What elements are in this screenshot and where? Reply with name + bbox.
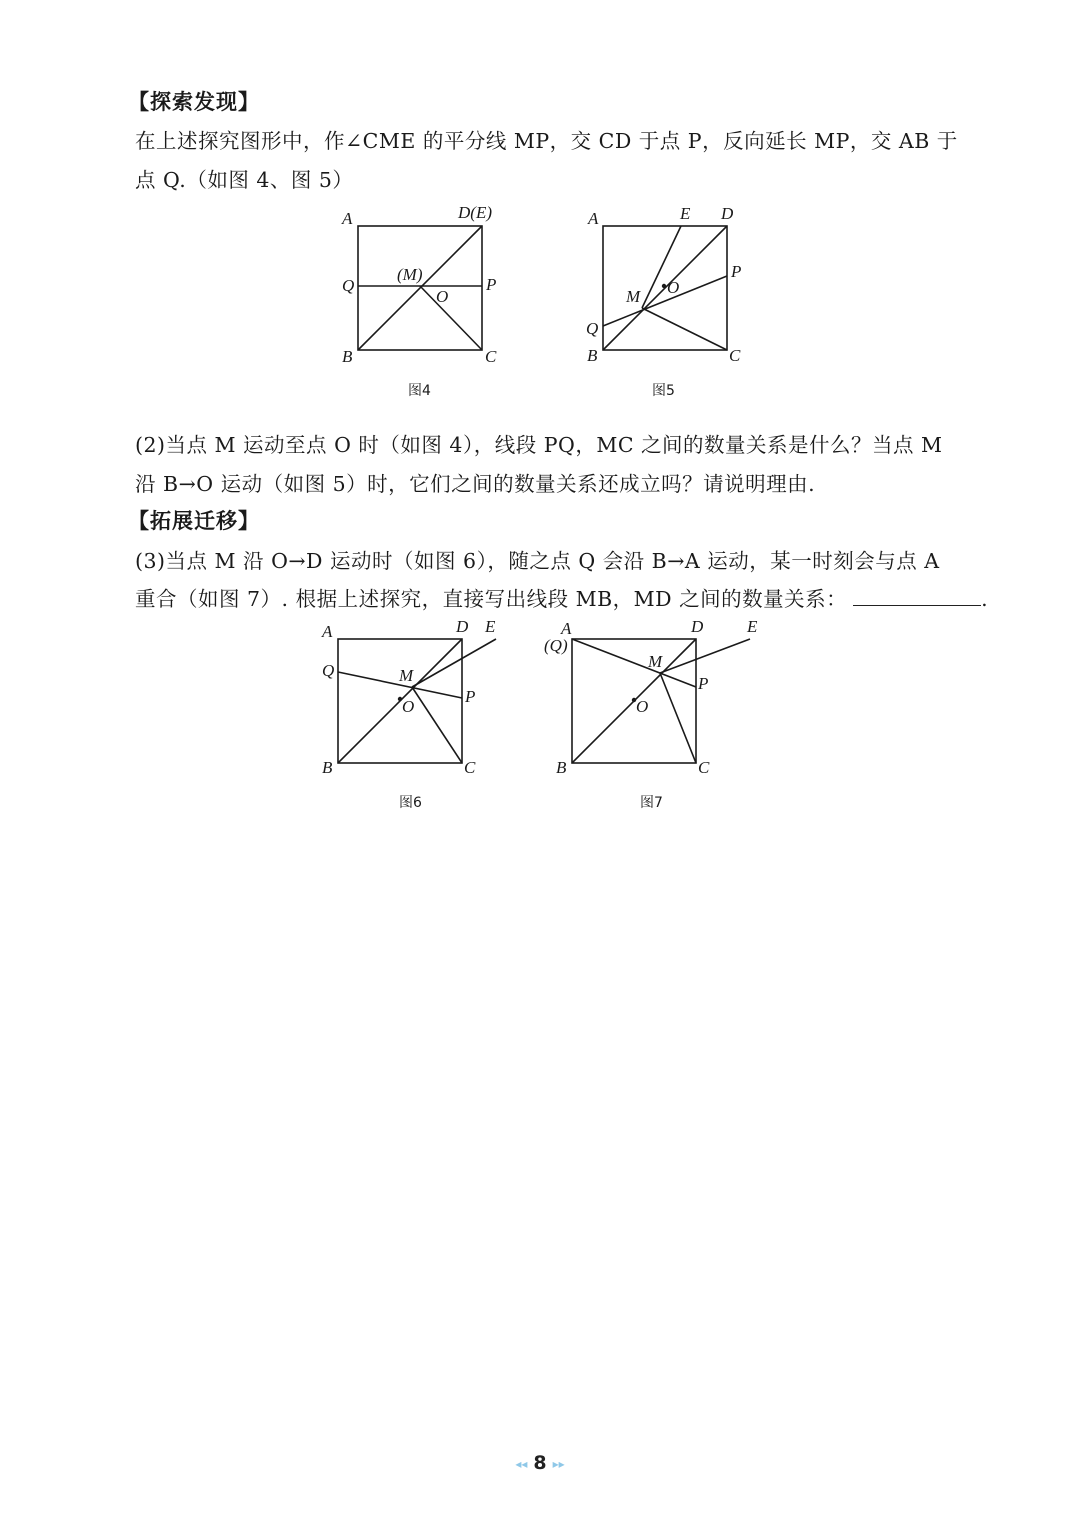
fig4-label-o: O	[436, 287, 449, 306]
section-heading-explore: 【探索发现】	[128, 90, 260, 114]
question-3-line-1: (3)当点 M 沿 O→D 运动时（如图 6），随之点 Q 会沿 B→A 运动，某一时刻会与点 A	[135, 549, 940, 573]
figure-7-diagram	[540, 615, 770, 785]
answer-blank[interactable]	[853, 587, 981, 606]
fig7-label-o: O	[636, 697, 649, 716]
fig7-label-c: C	[698, 758, 710, 777]
fig4-label-de: D(E)	[458, 203, 492, 222]
fig4-label-q: Q	[342, 276, 355, 295]
fig5-label-d: D	[721, 204, 734, 223]
intro-text-line-2: 点 Q.（如图 4、图 5）	[135, 168, 354, 192]
fig7-label-m: M	[648, 652, 663, 671]
fig7-label-a: A	[561, 619, 572, 638]
fig7-label-d: D	[691, 617, 704, 636]
intro-text-line-1: 在上述探究图形中，作∠CME 的平分线 MP，交 CD 于点 P，反向延长 MP，交 AB 于	[135, 129, 958, 153]
page-number-text: 8	[533, 1452, 547, 1474]
figure-4	[340, 200, 500, 399]
fig7-label-e: E	[747, 617, 758, 636]
figure-6-diagram	[322, 615, 522, 785]
fig7-line-qp	[572, 639, 696, 687]
fig6-label-p: P	[465, 687, 476, 706]
question-3-period: .	[981, 587, 989, 611]
figure-4-diagram	[340, 200, 500, 370]
figure-6	[322, 615, 522, 811]
question-2-line-1: (2)当点 M 运动至点 O 时（如图 4），线段 PQ，MC 之间的数量关系是什么？当点 M	[135, 433, 943, 457]
fig7-label-b: B	[556, 758, 567, 777]
fig6-label-d: D	[456, 617, 469, 636]
fig7-line-me	[660, 639, 750, 673]
fig7-line-mc	[660, 673, 696, 763]
page-number	[0, 1452, 1080, 1474]
section-heading-extend: 【拓展迁移】	[128, 509, 260, 533]
figure-5-diagram	[585, 200, 745, 370]
figure-6-caption: 图6	[399, 795, 422, 811]
fig7-label-q: (Q)	[544, 636, 568, 655]
figure-5-caption: 图5	[652, 383, 675, 399]
fig6-label-b: B	[322, 758, 333, 777]
fig6-label-c: C	[464, 758, 476, 777]
fig5-label-m: M	[626, 287, 641, 306]
fig4-label-m: (M)	[397, 265, 423, 284]
next-page-icon: ▸▸	[552, 1456, 565, 1471]
figure-4-caption: 图4	[408, 383, 431, 399]
question-3-line-2	[135, 582, 988, 612]
fig4-label-p: P	[486, 275, 497, 294]
fig5-label-b: B	[587, 346, 598, 365]
figure-7-caption: 图7	[640, 795, 663, 811]
question-2-line-2: 沿 B→O 运动（如图 5）时，它们之间的数量关系还成立吗？请说明理由.	[135, 472, 816, 496]
fig4-line-mc	[420, 286, 482, 350]
prev-page-icon: ◂◂	[515, 1456, 528, 1471]
fig6-label-o: O	[402, 697, 415, 716]
fig5-point-o	[662, 284, 666, 288]
fig4-label-b: B	[342, 347, 353, 366]
fig5-diagonal-bd	[603, 226, 727, 350]
fig5-line-mc	[642, 308, 727, 350]
fig4-label-c: C	[485, 347, 497, 366]
fig5-label-a: A	[588, 209, 599, 228]
fig5-label-q: Q	[586, 319, 599, 338]
fig5-label-p: P	[731, 262, 742, 281]
fig4-label-a: A	[342, 209, 353, 228]
fig5-label-o: O	[667, 278, 680, 297]
question-3-line-2-text: 重合（如图 7）. 根据上述探究，直接写出线段 MB，MD 之间的数量关系：	[135, 587, 848, 611]
fig5-label-e: E	[680, 204, 691, 223]
figure-7	[540, 615, 770, 811]
figure-5	[585, 200, 745, 399]
fig6-label-m: M	[399, 666, 414, 685]
fig5-label-c: C	[729, 346, 741, 365]
fig6-label-a: A	[322, 622, 333, 641]
fig6-label-q: Q	[322, 661, 335, 680]
fig7-label-p: P	[698, 674, 709, 693]
fig6-line-mc	[412, 687, 462, 763]
fig6-label-e: E	[485, 617, 496, 636]
